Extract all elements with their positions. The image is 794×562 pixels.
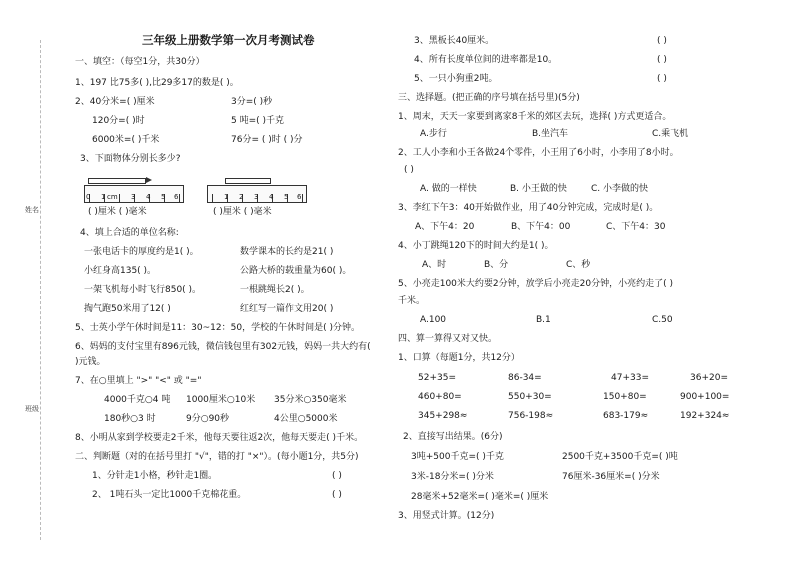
- choice-2-option-a: A. 做的一样快: [420, 184, 477, 194]
- ruler-2: [207, 185, 307, 203]
- ruler-2-num: 5: [284, 193, 289, 201]
- choice-3: 3、李红下午3：40开始做作业，用了40分钟完成，完成时是( )。: [398, 203, 659, 213]
- oral-calc-item: 550+30=: [508, 392, 552, 402]
- judge-2: 2、 1吨石头一定比1000千克棉花重。: [92, 490, 247, 500]
- oral-calc-item: 150+80=: [603, 392, 647, 402]
- question-4f: 一根跳绳长2( )。: [240, 285, 310, 295]
- oral-calc-item: 900+100=: [680, 392, 730, 402]
- choice-2: 2、工人小李和小王各做24个零件，小王用了6小时，小李用了8小时。: [398, 148, 679, 158]
- measured-object-1: [88, 178, 146, 184]
- oral-calc-item: 192+324≈: [680, 411, 730, 421]
- choice-2-option-c: C. 小李做的快: [591, 184, 649, 194]
- direct-calc-3: 28毫米+52毫米=( )毫米=( )厘米: [411, 492, 549, 502]
- choice-4-option-a: A、时: [422, 260, 447, 270]
- oral-calc-item: 460+80=: [418, 392, 462, 402]
- question-4: 4、填上合适的单位名称:: [80, 228, 179, 238]
- measured-object-2: [225, 178, 271, 184]
- section-calc-header: 四、算一算得又对又快。: [398, 334, 498, 344]
- question-6-cont: )元钱。: [75, 357, 106, 367]
- ruler-1-num: 3: [131, 193, 136, 201]
- question-4g: 掏气跑50米用了12( ): [84, 304, 171, 314]
- question-4e: 一架飞机每小时飞行850( )。: [84, 285, 202, 295]
- direct-calc-2b: 76厘米-36厘米=( )分米: [562, 472, 660, 482]
- calc-direct-header: 2、直接写出结果。(6分): [403, 432, 503, 442]
- ruler-1-num: 0: [86, 193, 91, 201]
- section-choice-header: 三、选择题。(把正确的序号填在括号里)(5分): [398, 93, 580, 103]
- ruler-2-num: 4: [269, 193, 274, 201]
- question-2d: 5 吨=( )千克: [231, 116, 285, 126]
- ruler-1-num: 1: [101, 193, 106, 201]
- question-7f: 4公里○5000米: [274, 414, 338, 424]
- choice-5: 5、小亮走100米大约要2分钟，放学后小亮走20分钟，小亮约走了( ): [398, 279, 673, 289]
- question-6: 6、妈妈的支付宝里有896元钱，微信钱包里有302元钱，妈妈一共大约有(: [75, 342, 371, 352]
- question-2f: 76分= ( )时 ( )分: [231, 135, 303, 145]
- question-4b: 数学课本的长约是21( ): [240, 247, 334, 257]
- ruler-2-num: 2: [239, 193, 244, 201]
- judge-2-paren: ( ): [332, 490, 342, 500]
- ruler-1: [84, 185, 184, 203]
- ruler-2-num: 6: [297, 193, 302, 201]
- question-7: 7、在○里填上 ">" "<" 或 "=": [75, 376, 202, 386]
- question-7c: 35分米○350毫米: [274, 395, 347, 405]
- question-4d: 公路大桥的载重量为60( )。: [240, 266, 352, 276]
- oral-calc-item: 683-179≈: [603, 411, 649, 421]
- question-3: 3、下面物体分别长多少?: [80, 154, 181, 164]
- question-5: 5、士英小学午休时间是11：30~12：50，学校的午休时间是( )分钟。: [75, 323, 360, 333]
- ruler-2-tick: [302, 194, 303, 202]
- choice-3-option-a: A、下午4：20: [415, 222, 475, 232]
- question-1: 1、197 比75多( ),比29多17的数是( )。: [75, 78, 239, 88]
- choice-1: 1、周末，天天一家要到离家8千米的郊区去玩，选择( )方式更适合。: [398, 112, 672, 122]
- choice-2-paren: ( ): [404, 165, 414, 175]
- question-4c: 小红身高135( )。: [84, 266, 157, 276]
- choice-4: 4、小丁跳绳120下的时间大约是1( )。: [398, 241, 554, 251]
- direct-calc-1b: 2500千克+3500千克=( )吨: [562, 452, 678, 462]
- choice-1-option-a: A.步行: [420, 129, 447, 139]
- question-2b: 3分=( )秒: [231, 97, 273, 107]
- judge-5-paren: ( ): [657, 74, 667, 84]
- choice-4-option-c: C、秒: [566, 260, 591, 270]
- choice-1-option-b: B.坐汽车: [532, 129, 569, 139]
- judge-3: 3、黑板长40厘米。: [414, 36, 495, 46]
- question-2c: 120分=( )时: [92, 116, 145, 126]
- oral-calc-item: 36+20=: [690, 373, 728, 383]
- direct-calc-1a: 3吨+500千克=( )千克: [411, 452, 504, 462]
- ruler-1-num: 5: [161, 193, 166, 201]
- question-4a: 一张电话卡的厚度约是1( )。: [84, 247, 199, 257]
- question-7a: 4000千克○4 吨: [104, 395, 171, 405]
- judge-4: 4、所有长度单位间的进率都是10。: [414, 55, 558, 65]
- question-8: 8、小明从家到学校要走2千米，他每天要往返2次，他每天要走( )千米。: [75, 433, 364, 443]
- question-7b: 1000厘米○10米: [186, 395, 256, 405]
- choice-2-option-b: B. 小王做的快: [510, 184, 567, 194]
- ruler-2-num: 1: [224, 193, 229, 201]
- ruler-1-num: 4: [146, 193, 151, 201]
- oral-calc-item: 345+298≈: [418, 411, 468, 421]
- judge-5: 5、一只小狗重2吨。: [414, 74, 498, 84]
- choice-3-option-c: C、下午4：30: [606, 222, 666, 232]
- oral-calc-item: 52+35=: [418, 373, 456, 383]
- ruler-2-num: 3: [254, 193, 259, 201]
- ruler-1-cm: cm: [107, 193, 118, 201]
- calc-vertical-header: 3、用竖式计算。(12分): [398, 511, 495, 521]
- ruler-1-answer: ( )厘米 ( )毫米: [88, 207, 147, 217]
- ruler-1-tick: [179, 194, 180, 202]
- question-7e: 9分○90秒: [186, 414, 230, 424]
- ruler-2-answer: ( )厘米 ( )毫米: [213, 207, 272, 217]
- choice-5-option-c: C.50: [652, 315, 673, 325]
- choice-5-option-b: B.1: [536, 315, 551, 325]
- judge-1: 1、分针走1小格，秒针走1圈。: [92, 471, 218, 481]
- question-2e: 6000米=( )千米: [92, 135, 160, 145]
- judge-4-paren: ( ): [657, 55, 667, 65]
- oral-calc-item: 47+33=: [611, 373, 649, 383]
- ruler-2-tick: [212, 194, 213, 202]
- section-judge-header: 二、判断题（对的在括号里打 "√"，错的打 "×"）。(每小题1分，共5分): [75, 452, 359, 462]
- choice-5-cont: 千米。: [398, 296, 426, 306]
- ruler-1-num: 6: [174, 193, 179, 201]
- choice-4-option-b: B、分: [484, 260, 509, 270]
- oral-calc-item: 756-198≈: [508, 411, 554, 421]
- choice-1-option-c: C.乘飞机: [652, 129, 689, 139]
- binding-margin-line: [40, 40, 41, 540]
- choice-3-option-b: B、下午4：00: [511, 222, 571, 232]
- oral-calc-item: 86-34=: [508, 373, 542, 383]
- judge-1-paren: ( ): [332, 471, 342, 481]
- question-4h: 红红写一篇作文用20( ): [240, 304, 334, 314]
- question-7d: 180秒○3 时: [104, 414, 156, 424]
- judge-3-paren: ( ): [657, 36, 667, 46]
- direct-calc-2a: 3米-18分米=( )分米: [411, 472, 494, 482]
- side-label-class: 班级: [25, 405, 39, 413]
- measured-object-1-tip: [146, 177, 152, 183]
- question-2a: 2、40分米=( )厘米: [75, 97, 155, 107]
- ruler-1-tick: [119, 194, 120, 202]
- choice-5-option-a: A.100: [420, 315, 447, 325]
- page-title: 三年级上册数学第一次月考测试卷: [142, 33, 315, 47]
- side-label-name: 姓名: [25, 206, 39, 214]
- calc-oral-header: 1、口算（每题1分，共12分）: [398, 353, 520, 363]
- section-fill-blank-header: 一、填空：（每空1分，共30分）: [75, 57, 205, 67]
